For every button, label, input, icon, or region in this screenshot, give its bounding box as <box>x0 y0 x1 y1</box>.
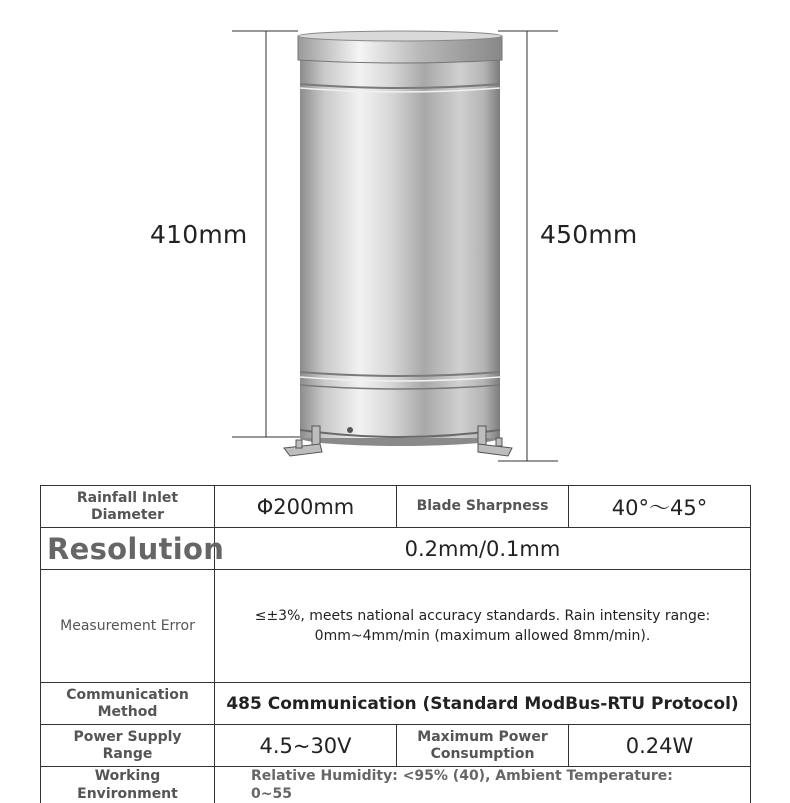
spec-table <box>40 485 751 803</box>
measurement-error-label: Measurement Error <box>41 570 215 683</box>
resolution-value: 0.2mm/0.1mm <box>215 528 751 570</box>
blade-sharpness-label: Blade Sharpness <box>397 486 569 528</box>
communication-label: Communication Method <box>41 683 215 725</box>
power-range-label: Power Supply Range <box>41 725 215 767</box>
power-consumption-label: Maximum Power Consumption <box>397 725 569 767</box>
measurement-error-value: ≤±3%, meets national accuracy standards. Rain intensity range: 0mm~4mm/min (maximum allowed 8mm/min). <box>215 570 751 683</box>
communication-value: 485 Communication (Standard ModBus-RTU Protocol) <box>215 683 751 725</box>
table-row <box>41 725 751 767</box>
power-consumption-value: 0.24W <box>569 725 751 767</box>
cylinder-body <box>298 31 502 446</box>
height-label-inner: 410mm <box>150 220 247 249</box>
table-row <box>41 486 751 528</box>
inlet-diameter-label: Rainfall Inlet Diameter <box>41 486 215 528</box>
environment-label: Working Environment <box>41 767 215 803</box>
environment-value: Relative Humidity: <95% (40), Ambient Temperature: 0~55 <box>215 767 751 803</box>
blade-sharpness-value: 40°～45° <box>569 486 751 528</box>
table-row <box>41 570 751 683</box>
power-range-value: 4.5~30V <box>215 725 397 767</box>
resolution-label: Resolution <box>41 528 215 570</box>
inlet-diameter-value: Φ200mm <box>215 486 397 528</box>
table-row <box>41 528 751 570</box>
table-row <box>41 683 751 725</box>
table-row <box>41 767 751 803</box>
height-label-overall: 450mm <box>540 220 637 249</box>
